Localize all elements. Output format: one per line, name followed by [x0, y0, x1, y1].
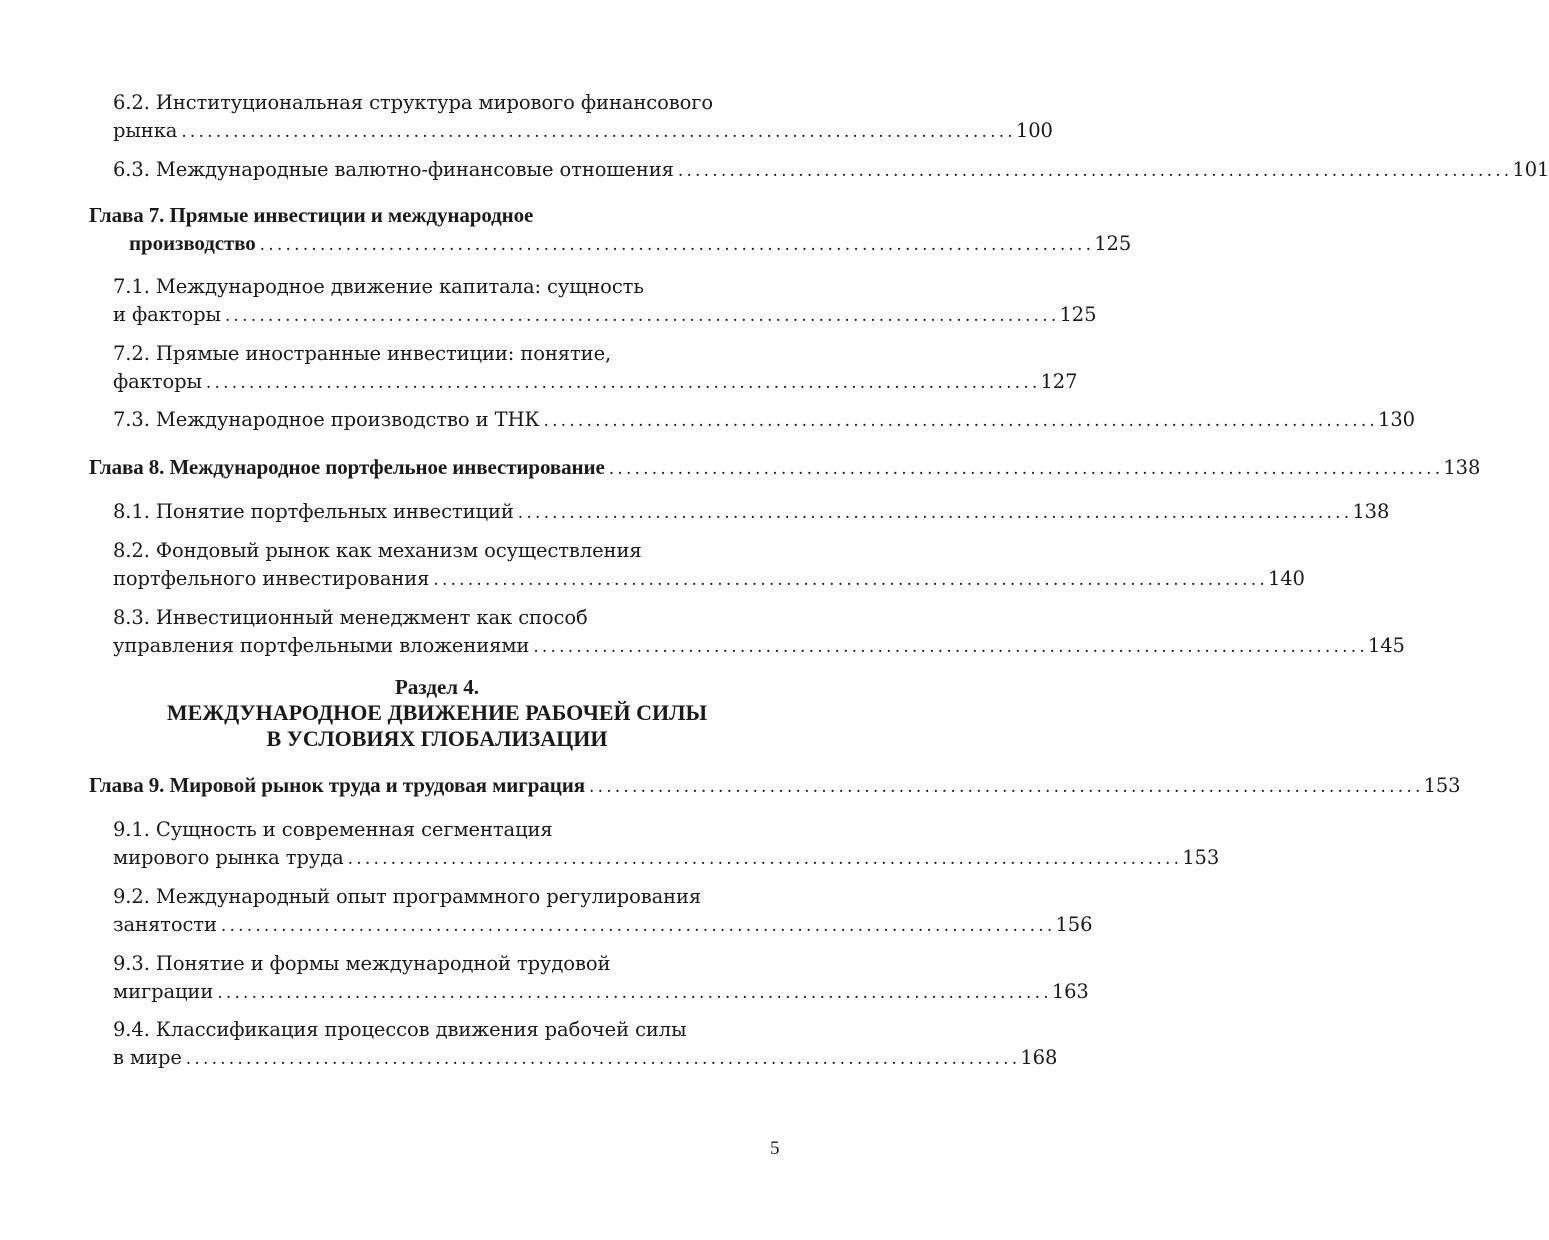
toc-entry-title: 7.1. Международное движение капитала: сущность [113, 275, 644, 298]
leader-dots: ................................................................................................. [533, 637, 1368, 657]
toc-chapter-9[interactable] [89, 771, 1461, 801]
toc-entry-8-1[interactable] [113, 498, 1390, 527]
page-ref: 100 [1015, 119, 1053, 142]
toc-entry-8-3[interactable] [113, 604, 1405, 661]
toc-entry-6-3[interactable] [113, 156, 1549, 185]
toc-entry-title-cont: и факторы [113, 303, 221, 326]
toc-entry-title-cont: в мире [113, 1046, 182, 1069]
leader-dots: ................................................................................................. [677, 161, 1513, 181]
leader-dots: ................................................................................................. [517, 503, 1353, 523]
toc-entry-title: 9.2. Международный опыт программного регулирования [113, 885, 702, 908]
page-ref: 127 [1040, 370, 1078, 393]
page-ref: 145 [1367, 634, 1405, 657]
page-ref: 130 [1378, 408, 1415, 431]
toc-entry-9-2[interactable] [113, 883, 1093, 940]
toc-entry-7-1[interactable] [113, 273, 1097, 330]
page-number: 5 [770, 1138, 780, 1159]
toc-chapter-7[interactable] [89, 201, 1132, 259]
toc-entry-7-3[interactable] [113, 406, 1415, 435]
page-ref: 140 [1267, 567, 1305, 590]
toc-chapter-title: Глава 9. Мировой рынок труда и трудовая миграция [89, 773, 585, 797]
toc-entry-title: 8.3. Инвестиционный менеджмент как способ [113, 606, 588, 629]
page-ref: 153 [1423, 774, 1461, 797]
toc-entry-title: 9.1. Сущность и современная сегментация [113, 818, 553, 841]
page-ref: 138 [1352, 500, 1390, 523]
toc-entry-9-3[interactable] [113, 950, 1089, 1007]
leader-dots: ................................................................................................. [543, 411, 1379, 431]
leader-dots: ................................................................................................. [220, 916, 1056, 936]
toc-entry-title-cont: факторы [113, 370, 202, 393]
toc-entry-title: 9.4. Классификация процессов движения рабочей силы [113, 1018, 687, 1041]
toc-entry-title-cont: портфельного инвестирования [113, 567, 430, 590]
toc-entry-9-1[interactable] [113, 816, 1220, 873]
leader-dots: ................................................................................................. [588, 777, 1424, 797]
leader-dots: ................................................................................................. [608, 459, 1444, 479]
toc-chapter-title: Глава 8. Международное портфельное инвестирование [89, 455, 605, 479]
toc-entry-title: 7.3. Международное производство и ТНК [113, 408, 540, 431]
page-ref: 125 [1094, 232, 1132, 255]
part-title-line1: МЕЖДУНАРОДНОЕ ДВИЖЕНИЕ РАБОЧЕЙ СИЛЫ [166, 700, 708, 725]
leader-dots: ................................................................................................. [224, 306, 1060, 326]
toc-entry-6-2[interactable] [113, 89, 1053, 146]
page-ref: 156 [1055, 913, 1093, 936]
toc-entry-title-cont: рынка [113, 119, 178, 142]
toc-entry-title: 7.2. Прямые иностранные инвестиции: понятие, [113, 342, 612, 365]
leader-dots: ................................................................................................. [259, 235, 1095, 255]
leader-dots: ................................................................................................. [347, 849, 1183, 869]
toc-entry-title: 9.3. Понятие и формы международной трудовой [113, 952, 611, 975]
leader-dots: ................................................................................................. [433, 570, 1268, 590]
part-title-line2: В УСЛОВИЯХ ГЛОБАЛИЗАЦИИ [266, 726, 608, 751]
page-ref: 168 [1020, 1046, 1058, 1069]
part-heading [89, 674, 785, 752]
leader-dots: ................................................................................................. [185, 1049, 1021, 1069]
toc-chapter-title-cont: производство [129, 231, 256, 255]
toc-entry-9-4[interactable] [113, 1016, 1058, 1073]
toc-entry-title: 6.3. Международные валютно-финансовые отношения [113, 158, 674, 181]
page-ref: 138 [1443, 456, 1481, 479]
page-ref: 101 [1512, 158, 1549, 181]
toc-entry-title-cont: мирового рынка труда [113, 846, 344, 869]
toc-entry-title-cont: занятости [113, 913, 217, 936]
leader-dots: ................................................................................................. [205, 373, 1041, 393]
toc-entry-title: 8.1. Понятие портфельных инвестиций [113, 500, 514, 523]
page-ref: 163 [1051, 980, 1089, 1003]
toc-entry-title: 6.2. Институциональная структура мирового финансового [113, 91, 714, 114]
part-number: Раздел 4. [394, 675, 480, 699]
toc-entry-title: 8.2. Фондовый рынок как механизм осуществления [113, 539, 642, 562]
leader-dots: ................................................................................................. [217, 983, 1052, 1003]
toc-chapter-8[interactable] [89, 453, 1481, 483]
toc-entry-title-cont: управления портфельными вложениями [113, 634, 530, 657]
toc-entry-title-cont: миграции [113, 980, 214, 1003]
toc-entry-8-2[interactable] [113, 537, 1305, 594]
page-ref: 125 [1059, 303, 1097, 326]
page-ref: 153 [1182, 846, 1220, 869]
toc-chapter-title: Глава 7. Прямые инвестиции и международное [89, 203, 534, 227]
toc-entry-7-2[interactable] [113, 340, 1078, 397]
leader-dots: ................................................................................................. [181, 122, 1016, 142]
